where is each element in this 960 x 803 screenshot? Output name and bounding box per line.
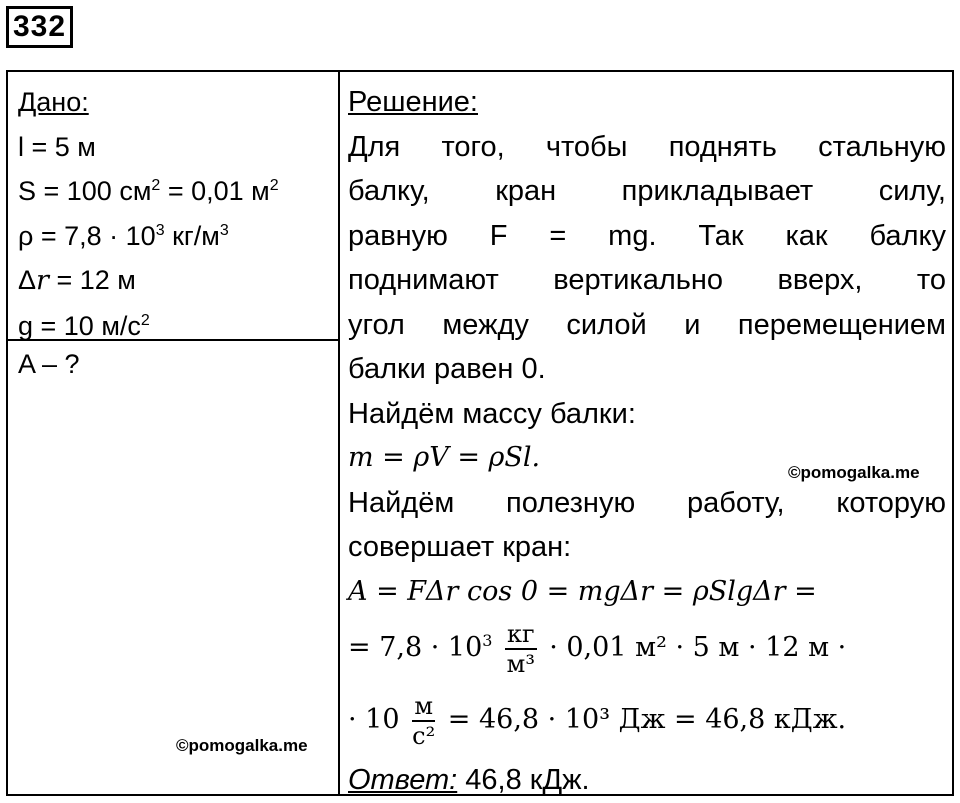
fraction-m-per-s2: $\frac{м}{\text{с²}}$: [412, 691, 436, 750]
given-displacement: Δr = 12 м: [18, 265, 136, 296]
solution-header: Решение:: [348, 86, 478, 118]
work-intro-1: Найдём полезную работу, которую: [348, 486, 946, 519]
solution-line-2: балку, кран прикладывает силу,: [348, 175, 946, 207]
problem-number: 332: [6, 6, 73, 48]
answer-label: Ответ:: [348, 764, 458, 796]
given-question: A – ?: [18, 349, 80, 379]
solution-line-5: угол между силой и перемещением: [348, 308, 946, 341]
watermark-right: ©pomogalka.me: [788, 463, 920, 482]
mass-formula: m = ρV = ρSl.: [348, 442, 541, 473]
given-length: l = 5 м: [18, 131, 96, 162]
work-formula: A = FΔr cos 0 = mgΔr = ρSlgΔr =: [348, 575, 817, 607]
given-density: $\rho = 7,8 \cdot 10^3$ $кг/м^3$: [18, 220, 229, 251]
solution-line-4: поднимают вертикально вверх, то: [348, 264, 946, 296]
answer-line: [348, 758, 946, 803]
mass-intro: Найдём массу балки:: [348, 397, 636, 430]
column-divider: [338, 72, 340, 794]
fraction-kg-per-m3: $\frac{кг}{\text{м³}}$: [506, 619, 535, 678]
solution-line-6: балки равен 0.: [348, 353, 546, 385]
solution-line-1: Для того, чтобы поднять стальную: [348, 130, 946, 163]
calc-line-2: · 10 $\frac{м}{\text{с²}}$ = 46,8 · 10³ Дж = 46,8 кДж.: [348, 691, 847, 750]
solution-line-3: равную F = mg. Так как балку: [348, 219, 946, 252]
work-intro-2: совершает кран:: [348, 531, 572, 563]
calc-line-1: = $7,8 \cdot 10^3$ $\frac{кг}{\text{м³}}$ · 0,01 м² · 5 м · 12 м ·: [348, 619, 847, 678]
given-gravity: g = 10 $м/с^2$: [18, 310, 150, 341]
given-area: S = 100 $см^2 = 0,01$ $м^2$: [18, 176, 279, 206]
solution-table: [6, 70, 954, 796]
watermark-left: ©pomogalka.me: [176, 736, 308, 755]
answer-value: 46,8 кДж.: [457, 764, 590, 796]
given-header: Дано:: [18, 87, 89, 117]
solution-section: [348, 80, 946, 803]
given-section: [18, 80, 279, 348]
